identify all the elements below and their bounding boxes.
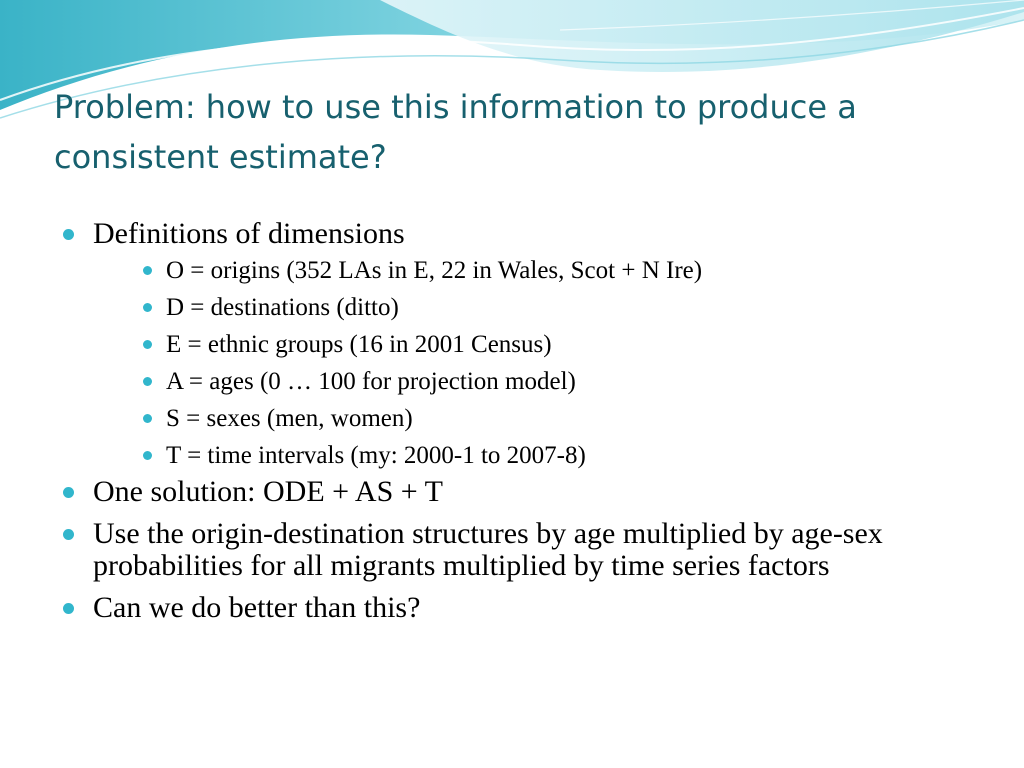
sub-bullet-sexes [93, 400, 960, 437]
sub-bullet-text: A = ages (0 … 100 for projection model) [166, 368, 576, 395]
sub-bullet-text: T = time intervals (my: 2000-1 to 2007-8) [166, 442, 586, 469]
bullet-dot-icon [63, 603, 74, 614]
bullet-dot-icon [143, 303, 152, 312]
bullet-dot-icon [63, 529, 74, 540]
bullet-dot-icon [143, 414, 152, 423]
sub-bullet-text: O = origins (352 LAs in E, 22 in Wales, Scot + N Ire) [166, 257, 703, 284]
sub-bullet-destinations [93, 289, 960, 326]
bullet-dot-icon [143, 451, 152, 460]
sub-bullet-time-intervals [93, 437, 960, 474]
bullet-dot-icon [63, 487, 74, 498]
bullet-use-structures [60, 518, 960, 582]
bullet-dot-icon [143, 266, 152, 275]
sub-bullet-ages [93, 363, 960, 400]
bullet-text: Definitions of dimensions [93, 217, 405, 250]
bullet-dot-icon [143, 377, 152, 386]
bullet-text: Can we do better than this? [93, 591, 421, 624]
bullet-text: One solution: ODE + AS + T [93, 475, 443, 508]
bullet-text: Use the origin-destination structures by age multiplied by age-sex probabilities for all migrants multiplied by time series factors [93, 517, 883, 582]
bullet-definitions [60, 218, 960, 474]
slide-title: Problem: how to use this information to produce a consistent estimate? [54, 88, 857, 176]
sub-bullet-text: S = sexes (men, women) [166, 405, 413, 432]
slide-body [60, 218, 960, 624]
bullet-do-better [60, 592, 960, 624]
sub-bullet-text: D = destinations (ditto) [166, 294, 399, 321]
bullet-dot-icon [63, 229, 74, 240]
bullet-dot-icon [143, 340, 152, 349]
sub-bullet-text: E = ethnic groups (16 in 2001 Census) [166, 331, 552, 358]
sub-bullet-ethnic-groups [93, 326, 960, 363]
bullet-one-solution [60, 476, 960, 508]
sub-bullet-origins [93, 252, 960, 289]
